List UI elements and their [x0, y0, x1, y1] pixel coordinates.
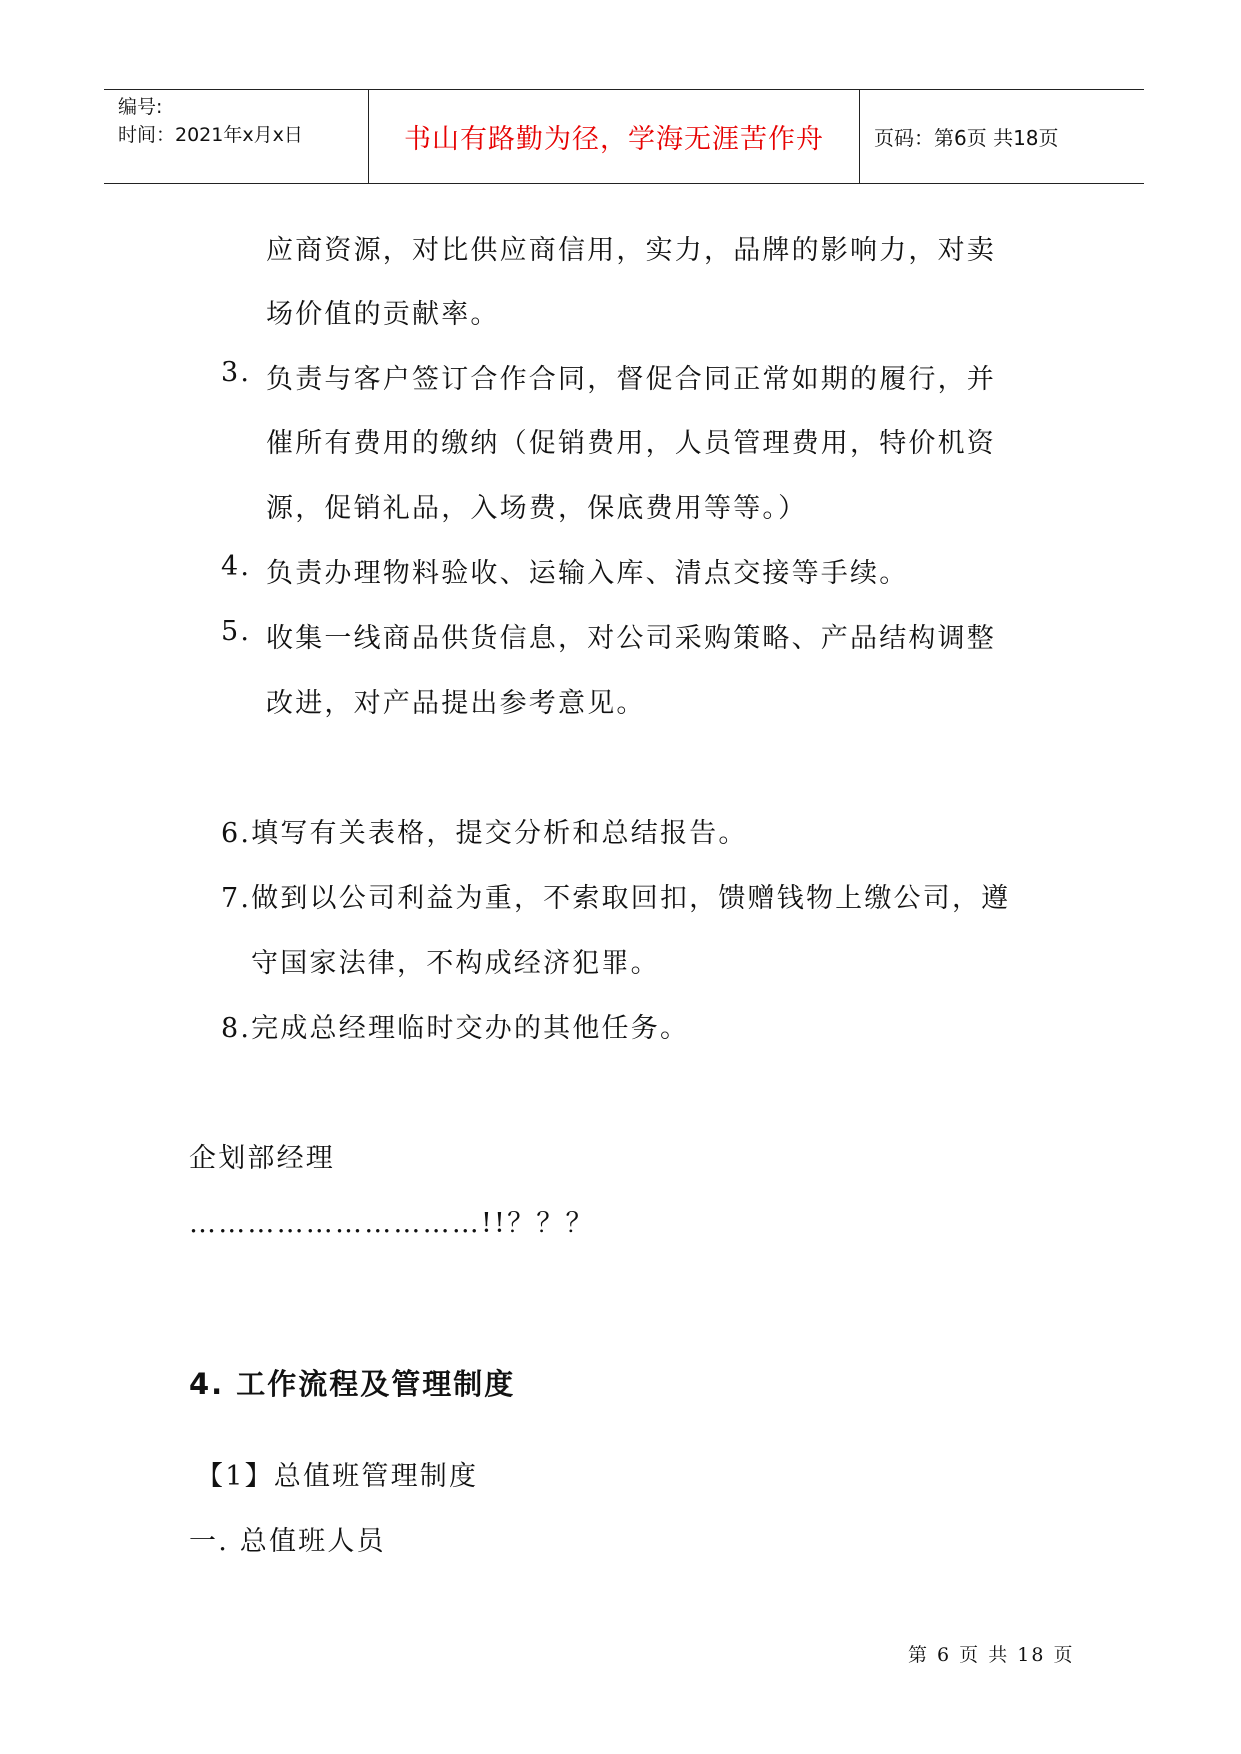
item3-line2: 催所有费用的缴纳（促销费用，人员管理费用，特价机资 — [266, 428, 996, 459]
item5-line2: 改进，对产品提出参考意见。 — [266, 688, 646, 719]
item5-line1: 收集一线商品供货信息，对公司采购策略、产品结构调整 — [266, 623, 996, 654]
item3-line1: 负责与客户签订合作合同，督促合同正常如期的履行，并 — [266, 364, 996, 395]
document-number-label: 编号: — [118, 96, 163, 118]
item8-line: 8.完成总经理临时交办的其他任务。 — [221, 1013, 690, 1044]
item7-line2: 守国家法律，不构成经济犯罪。 — [251, 948, 660, 979]
footer-page-number: 第 6 页 共 18 页 — [908, 1644, 1075, 1666]
sub-heading: 【1】总值班管理制度 — [196, 1461, 479, 1492]
section-heading: 4. 工作流程及管理制度 — [189, 1367, 516, 1401]
item4-number: 4. — [221, 551, 252, 582]
role-title: 企划部经理 — [189, 1143, 335, 1174]
item5-number: 5. — [221, 616, 252, 647]
item2-continuation-line2: 场价值的贡献率。 — [266, 299, 500, 330]
ellipsis-line: …………………………!!？？？ — [189, 1208, 595, 1239]
item2-continuation-line1: 应商资源，对比供应商信用，实力，品牌的影响力，对卖 — [266, 235, 996, 266]
item4-line1: 负责办理物料验收、运输入库、清点交接等手续。 — [266, 558, 909, 589]
header-motto: 书山有路勤为径，学海无涯苦作舟 — [404, 124, 824, 155]
sub-item: 一. 总值班人员 — [189, 1526, 386, 1557]
header-motto-cell — [368, 90, 860, 183]
document-time-label: 时间：2021年x月x日 — [118, 124, 303, 146]
header-page-cell — [860, 90, 1144, 183]
item7-line1: 7.做到以公司利益为重，不索取回扣，馈赠钱物上缴公司，遵 — [221, 883, 1011, 914]
item3-number: 3. — [221, 357, 252, 388]
header-page-number: 页码：第6页 共18页 — [874, 126, 1059, 150]
document-header — [104, 89, 1144, 184]
item6-line: 6.填写有关表格，提交分析和总结报告。 — [221, 818, 748, 849]
header-meta — [104, 90, 368, 183]
item3-line3: 源，促销礼品，入场费，保底费用等等。） — [266, 493, 808, 524]
